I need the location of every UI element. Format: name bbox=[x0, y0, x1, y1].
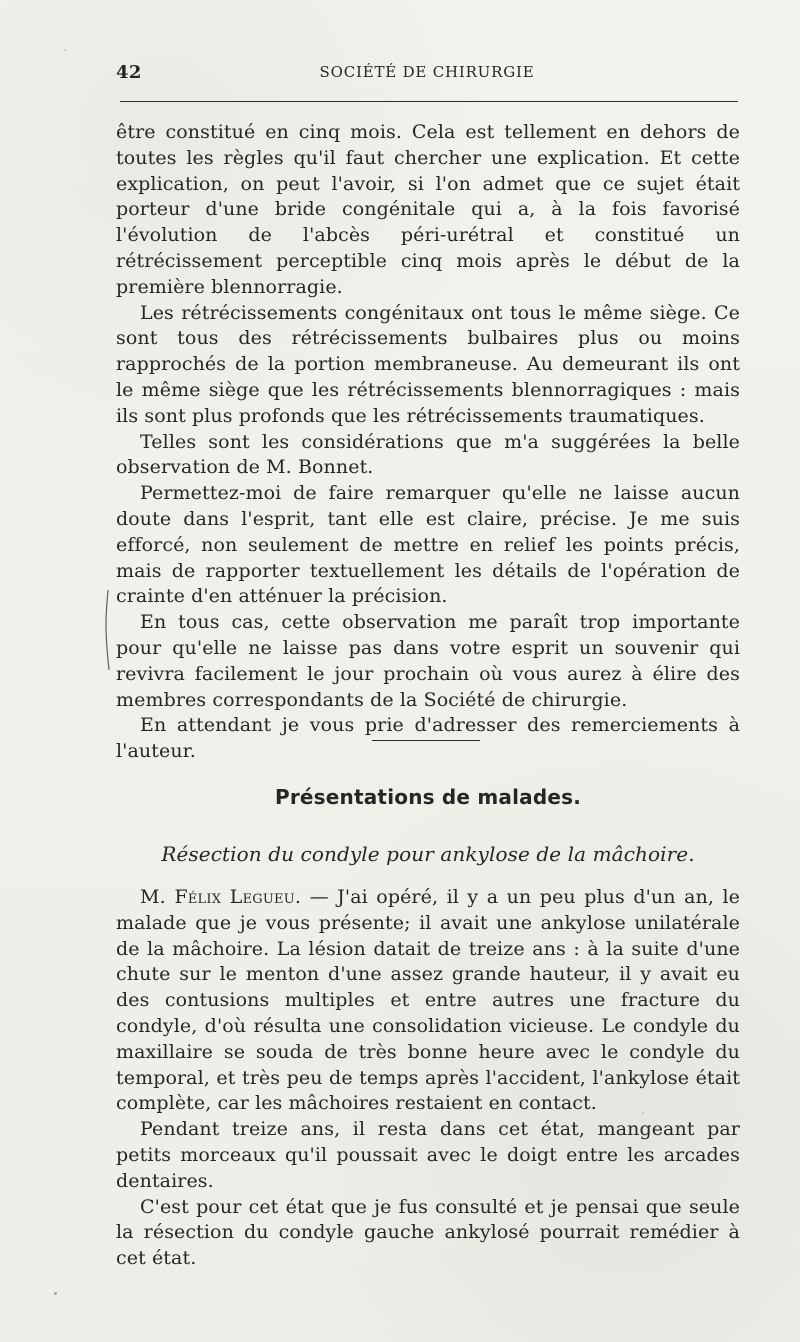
speaker-name: M. Félix Legueu. bbox=[140, 886, 302, 908]
section-divider bbox=[372, 740, 480, 741]
paragraph-2: Les rétrécissements congénitaux ont tous le même siège. Ce sont tous des rétrécissements bulbaires plus ou moins rapprochés de la portion membraneuse. Au demeurant ils ont le même siège que les rétrécissements blennorragiques : mais ils sont plus profonds que les rétrécissements traumatiques. bbox=[116, 301, 740, 427]
paragraph-5: En tous cas, cette observation me paraît trop importante pour qu'elle ne laisse pas dans votre esprit un souvenir qui revivra facilement le jour prochain où vous aurez à élire des membres correspondants de la Société de chirurgie. bbox=[116, 611, 740, 711]
paragraph-1: être constitué en cinq mois. Cela est tellement en dehors de toutes les règles qu'il faut chercher une explication. Et cette explication, on peut l'avoir, si l'on admet que ce sujet était porteur d'une bride congénitale qui a, à la fois favorisé l'évolution de l'abcès péri-urétral et constitué un rétrécissement perceptible cinq mois après le début de la première blennorragie. bbox=[116, 121, 740, 298]
page-header bbox=[116, 62, 738, 86]
running-head: SOCIÉTÉ DE CHIRURGIE bbox=[319, 63, 535, 81]
presentation-paragraph-3: C'est pour cet état que je fus consulté et je pensai que seule la résection du condyle gauche ankylosé pourrait remédier à cet état. bbox=[116, 1195, 740, 1270]
header-divider bbox=[120, 101, 738, 102]
page-number: 42 bbox=[116, 62, 142, 83]
paragraph-6: En attendant je vous prie d'adresser des remerciements à l'auteur. bbox=[116, 714, 740, 763]
paragraph-3: Telles sont les considérations que m'a suggérées la belle observation de M. Bonnet. bbox=[116, 430, 740, 479]
paper-speck-2 bbox=[64, 49, 66, 51]
presentation-paragraph-2: Pendant treize ans, il resta dans cet état, mangeant par petits morceaux qu'il poussait avec le doigt entre les arcades dentaires. bbox=[116, 1118, 740, 1192]
paper-speck-1 bbox=[54, 1292, 57, 1295]
paragraph-4: Permettez-moi de faire remarquer qu'elle ne laisse aucun doute dans l'esprit, tant elle est claire, précise. Je me suis efforcé, non seulement de mettre en relief les points précis, mais de rapporter textuellement les détails de l'opération de crainte d'en atténuer la précision. bbox=[116, 482, 740, 608]
section-title: Présentations de malades. bbox=[274, 785, 582, 809]
presentation-paragraph-1 bbox=[116, 885, 740, 1117]
presentation-text-block bbox=[116, 885, 740, 1272]
subsection-title: Résection du condyle pour ankylose de la mâchoire. bbox=[161, 842, 695, 866]
main-text-block bbox=[116, 120, 740, 765]
presentation-text-1: — J'ai opéré, il y a un peu plus d'un an, le malade que je vous présente; il avait une ankylose unilatérale de la mâchoire. La lésion datait de treize ans : à la suite d'une chute sur le menton d'une assez grande hauteur, il y avait eu des contusions multiples et entre autres une fracture du condyle, d'où résulta une consolidation vicieuse. Le condyle du maxillaire se souda de très bonne heure avec le condyle du temporal, et très peu de temps après l'accident, l'ankylose était complète, car les mâchoires restaient en contact. bbox=[116, 886, 740, 1115]
paper-speck-3 bbox=[642, 1112, 644, 1114]
margin-mark-icon bbox=[102, 590, 112, 676]
